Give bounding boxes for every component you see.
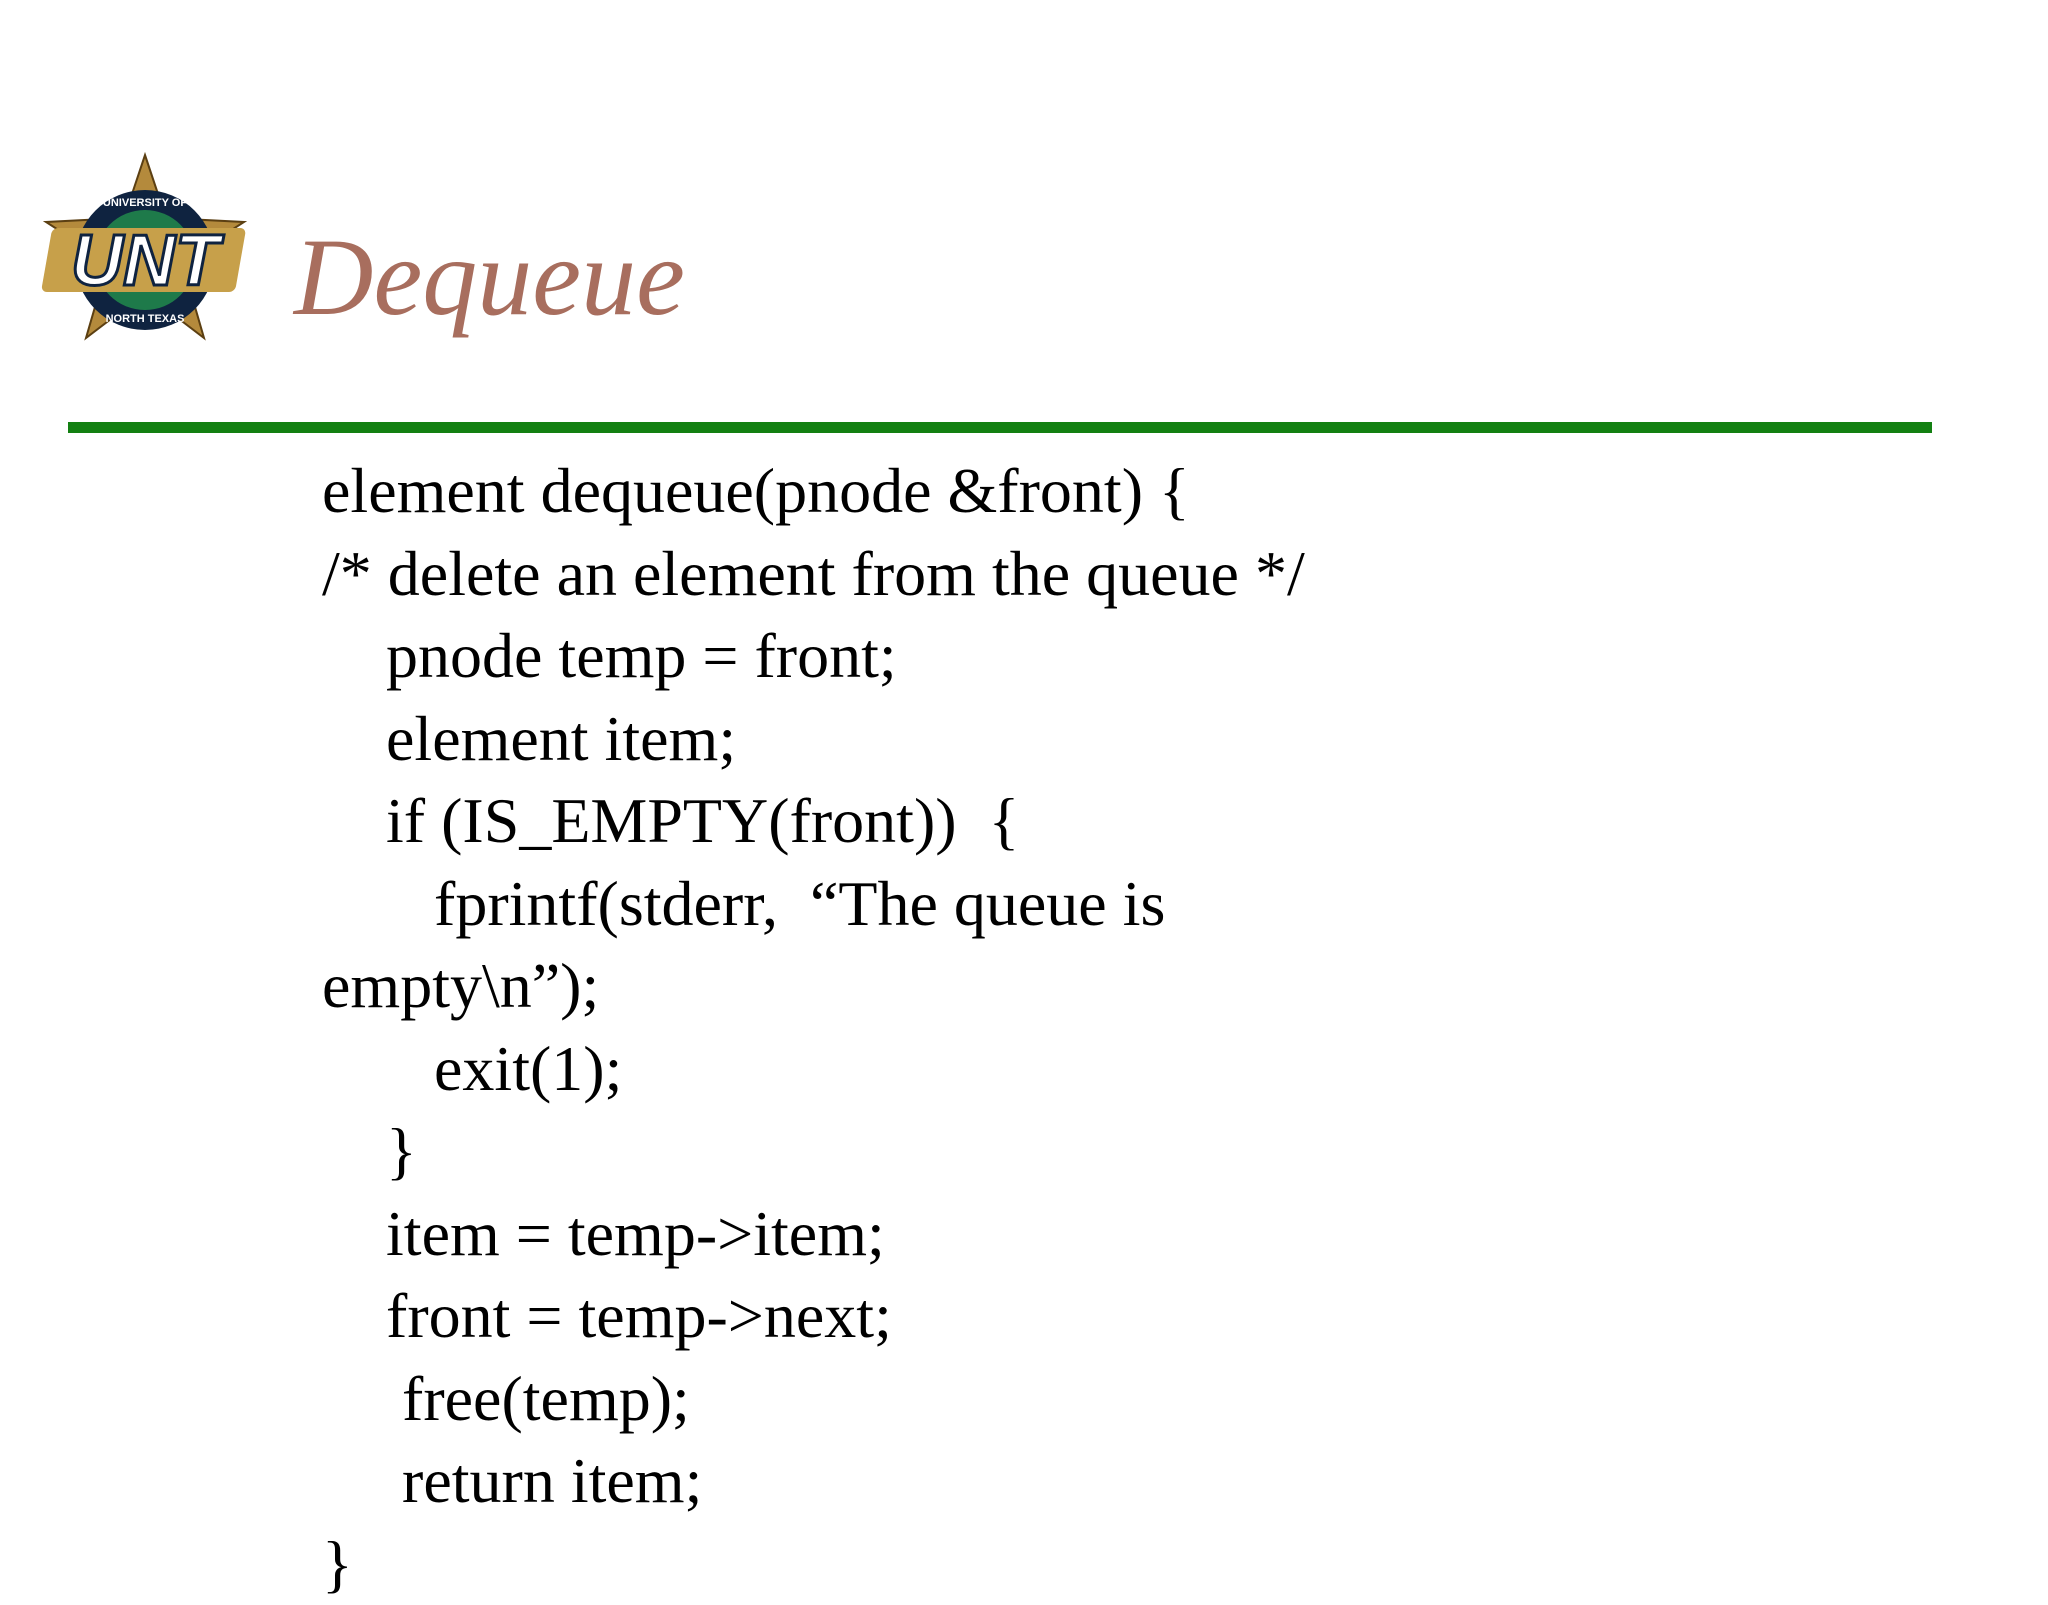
code-line: /* delete an element from the queue */ [322,533,1305,616]
title-divider [68,422,1932,433]
code-line: fprintf(stderr, “The queue is [322,863,1305,946]
unt-logo-icon [30,150,260,365]
code-line: element dequeue(pnode &front) { [322,450,1305,533]
code-line: if (IS_EMPTY(front)) { [322,780,1305,863]
unt-logo [30,150,260,365]
code-line: item = temp->item; [322,1193,1305,1276]
logo-text-bottom: NORTH TEXAS [106,313,185,325]
code-line: pnode temp = front; [322,615,1305,698]
code-line: exit(1); [322,1028,1305,1111]
code-line: } [322,1523,1305,1605]
logo-text-top: UNIVERSITY OF [103,197,187,209]
slide-title: Dequeue [294,222,685,332]
code-line: element item; [322,698,1305,781]
code-line: front = temp->next; [322,1275,1305,1358]
code-line: } [322,1110,1305,1193]
code-line: free(temp); [322,1358,1305,1441]
logo-text-main: UNT [71,221,225,301]
code-line: empty\n”); [322,945,1305,1028]
code-line: return item; [322,1440,1305,1523]
code-block [322,450,1305,1605]
